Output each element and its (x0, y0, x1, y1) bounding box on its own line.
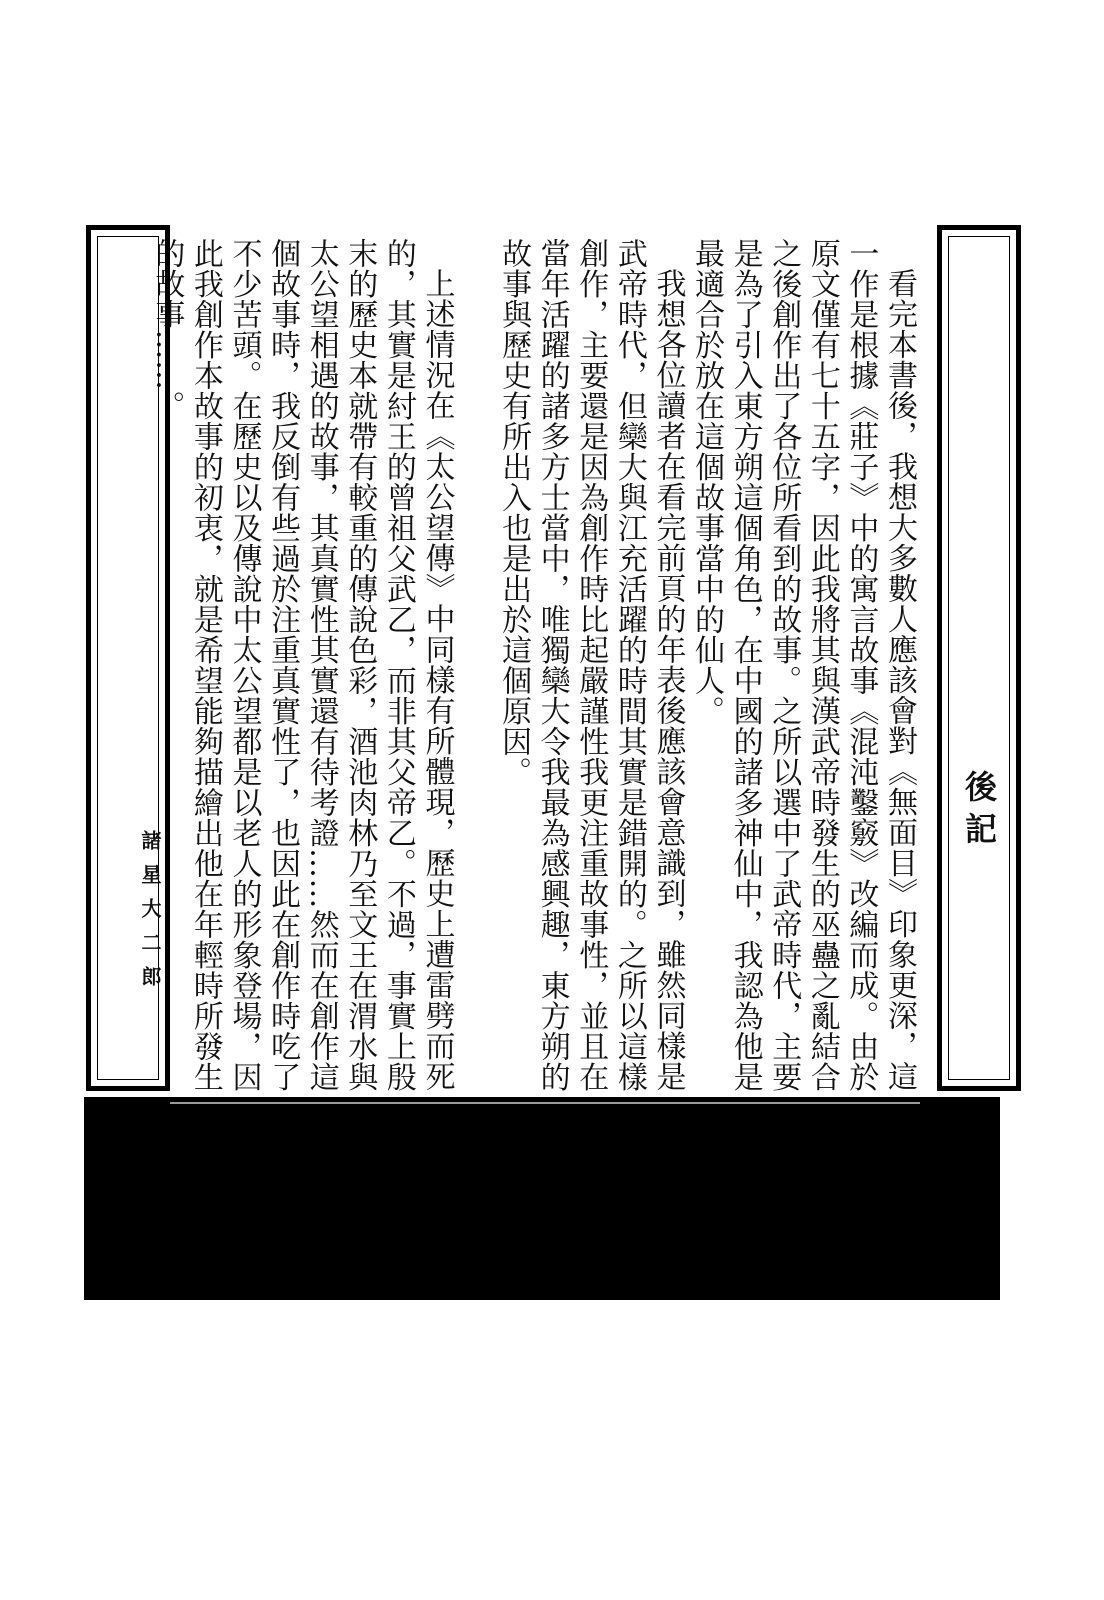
paragraph-1: 看完本書後，我想大多數人應該會對《無面目》印象更深，這一作是根據《莊子》中的寓言故事《混沌鑿竅》改編而成。由於原文僅有七十五字，因此我將其與漢武帝時發生的巫蠱之亂結合之後創作出了各位所看到的故事。之所以選中了武帝時代，主要是為了引入東方朔這個角色，在中國的諸多神仙中，我認為他是最適合於放在這個故事當中的仙人。 (689, 238, 917, 1092)
title-frame (937, 225, 1021, 1091)
paragraph-2: 我想各位讀者在看完前頁的年表後應該會意識到，雖然同樣是武帝時代，但欒大與江充活躍的時間其實是錯開的。之所以這樣創作，主要還是因為創作時比起嚴謹性我更注重故事性，並且在當年活躍的諸多方士當中，唯獨欒大令我最為感興趣，東方朔的故事與歷史有所出入也是出於這個原因。 (496, 238, 686, 1092)
horizontal-rule (170, 1102, 920, 1104)
paragraph-3: 上述情況在《太公望傳》中同樣有所體現，歷史上遭雷劈而死的，其實是紂王的曾祖父武乙，而非其父帝乙。不過，事實上殷末的歷史本就帶有較重的傳說色彩，酒池肉林乃至文王在渭水與太公望相遇的故事，其真實性其實還有待考證……然而在創作這個故事時，我反倒有些過於注重真實性了，也因此在創作時吃了不少苦頭。在歷史以及傳說中太公望都是以老人的形象登場，因此我創作本故事的初衷，就是希望能夠描繪出他在年輕時所發生的故事……。 (149, 238, 455, 1092)
author-frame (86, 225, 170, 1091)
title-frame-inner-border (948, 236, 1010, 1080)
author-name: 諸星大二郎 (138, 830, 162, 1000)
page-title: 後記 (960, 770, 998, 854)
redaction-block (84, 1097, 1000, 1300)
